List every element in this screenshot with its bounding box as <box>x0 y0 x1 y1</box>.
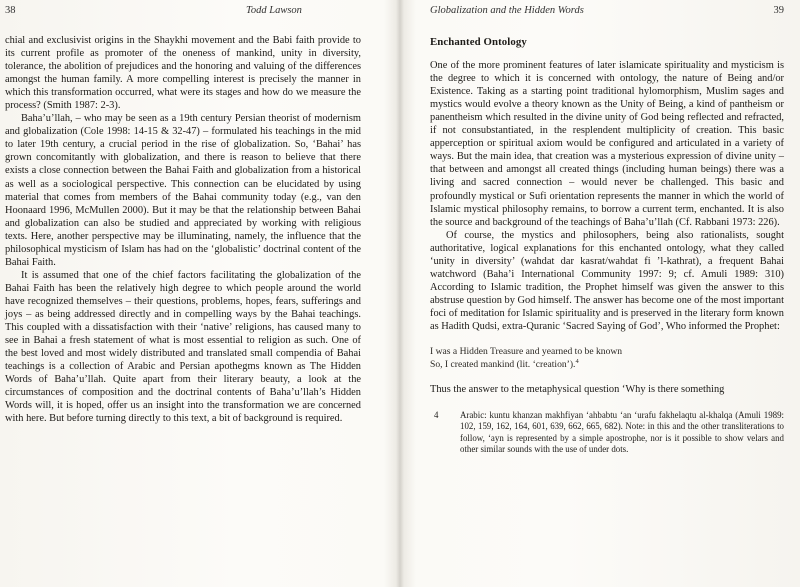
left-body-text <box>5 34 361 425</box>
right-paragraph-1: One of the more prominent features of later islamicate spirituality and mysticism is the degree to which it is concerned with ontology, the nature of Being and/or Existence. Taking as a starting point traditional hylomorphism, Muslim sages and mystics would evolve a theory known as the Unity of Being, a kind of pantheism or panentheism which resulted in the divine unity of God being reflected and refracted, if not consubstantiated, in the resplendent multiplicity of creation. This basic apperception or spiritual axiom would be configured and articulated in a variety of ways. But the main idea, that creation was a mysterious expression of divine unity – that between and amongst all created things (including human beings) there was a living and sacred connection – would never be challenged. This basic and profoundly mystical or Sufi orientation represents the manner in which the world of Islamic mystical philosophy remains, to borrow a current term, enchanted. It is also the source and background of the teachings of Baha’u’llah (Cf. Rabbani 1973: 226). <box>430 60 784 228</box>
right-running-title: Globalization and the Hidden Words <box>430 5 584 16</box>
section-heading: Enchanted Ontology <box>430 36 527 48</box>
right-paragraph-2: Of course, the mystics and philosophers, being also rationalists, sought authoritative, logical explanations for this enchanted ontology, what they called ‘unity in diversity’ (wahdat dar kasrat/wahdat fi ’l-kathrat), a frequent Bahai watchword (Baha’i International Community 1997: 9; cf. Amuli 1989: 310) According to Islamic tradition, the Prophet himself was given the answer to this abstruse question by God himself. The answer has become one of the most important foci of meditation for Islamic spirituality and is preserved in the literary form known as Hadith Qudsi, extra-Quranic ‘Sacred Saying of God’, Who informed the Prophet: <box>430 229 784 332</box>
footnote-text: Arabic: kuntu khanzan makhfiyan ‘ahbabtu ‘an ‘urafu fakhelaqtu al-khalqa (Amuli 1989: 102, 159, 162, 164, 601, 639, 662, 665, 682). Note: in this and the other transliterations to follow, ‘ayn is represented by a simple apostrophe, nor is it possible to show velars and other similar sounds with the use of under dots. <box>460 410 784 454</box>
right-page <box>404 0 800 587</box>
footnote-number: 4 <box>434 410 439 421</box>
right-running-head <box>404 5 800 19</box>
left-running-head <box>0 5 396 19</box>
left-paragraph-1: chial and exclusivist origins in the Shaykhi movement and the Babi faith provide to its current profile as promoter of the oneness of mankind, unity in diversity, tolerance, the abolition of prejudices and the honoring and valuing of the differences amongst the human family. A more compelling interest is precisely the manner in which this transformation occurred, what were its stages and how do we measure the process? (Smith 1987: 2-3). <box>5 35 361 112</box>
left-page-number: 38 <box>5 5 16 16</box>
left-page <box>0 0 396 587</box>
footnote-4 <box>430 410 784 455</box>
closing-line: Thus the answer to the metaphysical question ‘Why is there something <box>430 384 725 396</box>
book-gutter <box>396 0 404 587</box>
left-paragraph-2: Baha’u’llah, – who may be seen as a 19th century Persian theorist of modernism and globalization (Cole 1998: 14-15 & 32-47) – formulated his teachings in the mid to later 19th century, a crucial period in the rise of globalization. So, ‘Bahai’ has grown concomitantly with globalization, and there is reason to believe that there exists a close connection between the Bahai Faith and globalization from a historical as well as a sociological perspective. This connection can be elucidated by using material that comes from members of the Bahai community today (e.g., van den Hoonaard 1996, McMullen 2000). But it may be that the relationship between Bahai and globalization can also be studied and appreciated by working with religious texts. Here, another perspective may be illuminating, namely, the influence that the philosophical mysticism of Islam has had on the ‘globalistic’ doctrinal content of the Bahai Faith. <box>5 113 361 268</box>
hadith-quote <box>430 346 784 371</box>
left-paragraph-3: It is assumed that one of the chief factors facilitating the globalization of the Bahai Faith has been the relatively high degree to which people around the world have recognized themselves – their questions, problems, hopes, fears, sufferings and joys – as being addressed directly and in compelling ways by the Bahai teachings. This coupled with a dissatisfaction with their ‘native’ religions, has caused many to see in Bahai a fresh statement of what is most essential to religion as such. One of the best loved and most widely distributed and translated small compendia of Bahai teachings is a collection of Arabic and Persian apothegms known as The Hidden Words of Baha’u’llah. Quite apart from their literary beauty, a look at the circumstances of composition and the doctrinal contents of Baha’u’llah’s Hidden Words will, it is hoped, offer us an insight into the transformation we are concerned with here. But before turning directly to this text, a bit of background is required. <box>5 269 361 425</box>
right-page-number: 39 <box>773 5 784 16</box>
left-running-title: Todd Lawson <box>246 5 302 16</box>
quote-line-1: I was a Hidden Treasure and yearned to be known <box>430 346 623 358</box>
quote-line-2-text: So, I created mankind (lit. ‘creation’). <box>430 358 576 370</box>
quote-footnote-ref: 4 <box>575 357 579 365</box>
quote-line-2 <box>430 359 784 372</box>
right-body-text <box>430 34 784 455</box>
